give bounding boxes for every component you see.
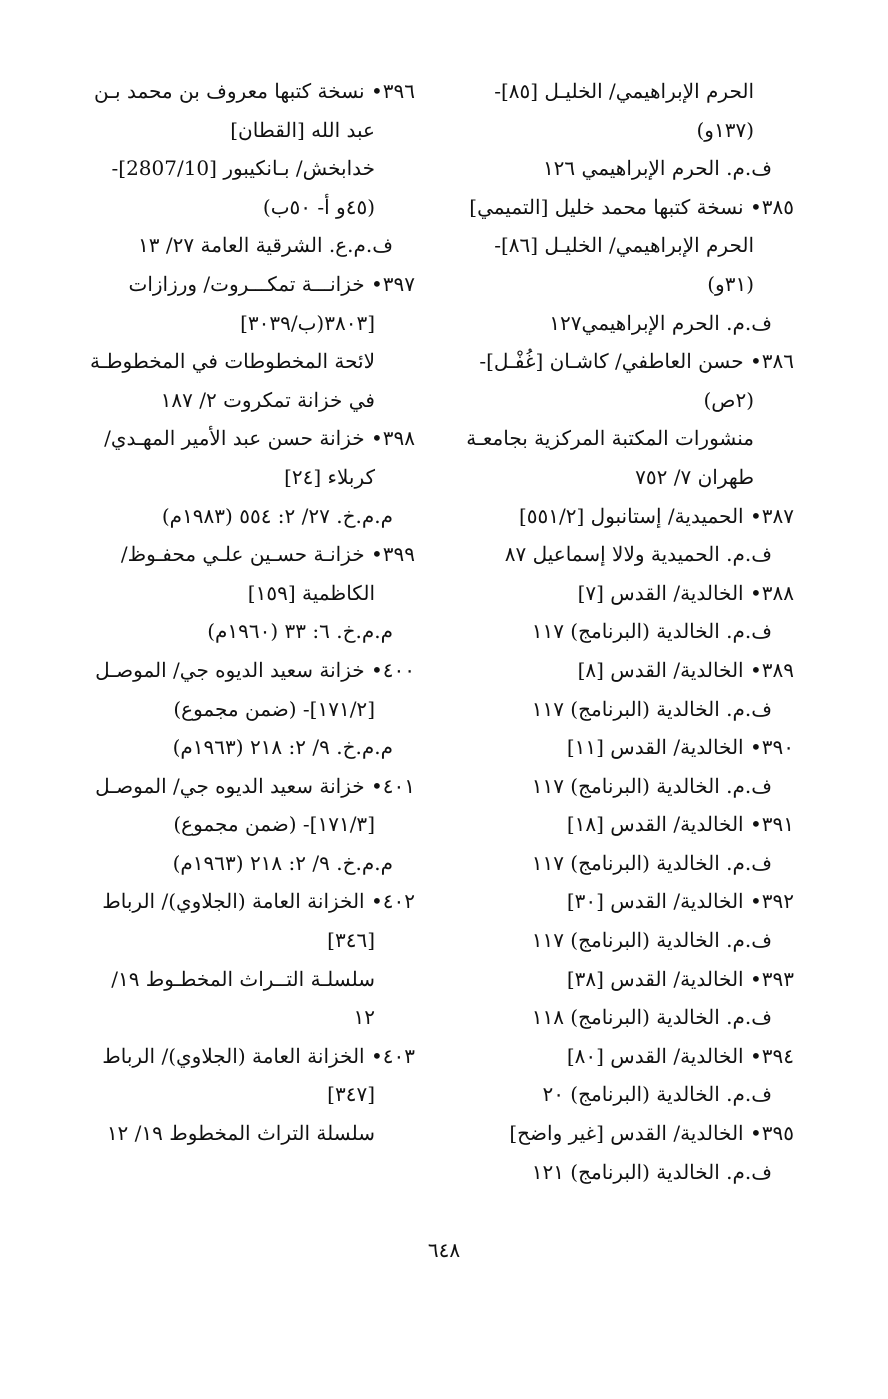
- catalog-entry: ٣٩٧• خزانـــة تمكـــروت/ ورزازات: [128, 271, 415, 296]
- catalog-entry: ٤٠٣• الخزانة العامة (الجلاوي)/ الرباط: [102, 1043, 415, 1068]
- line: (١٣٧و): [696, 117, 754, 142]
- line: [١٧١/٣]- (ضمن مجموع): [173, 812, 375, 837]
- catalog-entry: ٣٩٤• الخالدية/ القدس [٨٠]: [566, 1043, 794, 1068]
- line: (٤٥و أ- ٥٠ب): [262, 194, 375, 219]
- catalog-entry: ٣٨٧• الحميدية/ إستانبول [٥٥١/٢]: [518, 503, 794, 528]
- line: ف.م. الخالدية (البرنامج) ١٢١: [531, 1159, 772, 1184]
- catalog-entry: ٣٩٦• نسخة كتبها معروف بن محمد بـن: [93, 79, 415, 103]
- line: ف.م. الخالدية (البرنامج) ١١٧: [531, 619, 772, 644]
- line: ف.م. الخالدية (البرنامج) ١١٧: [531, 928, 772, 953]
- line: طهران ٧/ ٧٥٢: [635, 464, 754, 489]
- line: سلسلـة التــراث المخطـوط ١٩/: [111, 966, 375, 991]
- line: م.م.خ. ٩/ ٢: ٢١٨ (١٩٦٣م): [172, 850, 393, 875]
- line: في خزانة تمكروت ٢/ ١٨٧: [160, 387, 375, 412]
- line: ف.م. الحميدية ولالا إسماعيل ٨٧: [504, 542, 772, 567]
- line: خدابخش/ بـانكيبور [2807/10]-: [111, 156, 375, 181]
- line: لائحة المخطوطات في المخطوطـة: [90, 349, 375, 374]
- line: الكاظمية [١٥٩]: [247, 580, 375, 605]
- line: ف.م. الخالدية (البرنامج) ١١٧: [531, 850, 772, 875]
- right-column: [464, 72, 794, 1191]
- line: عبد الله [القطان]: [230, 117, 375, 142]
- catalog-entry: ٣٩٠• الخالدية/ القدس [١١]: [566, 735, 794, 760]
- catalog-entry: ٣٩٨• خزانة حسن عبد الأمير المهـدي/: [104, 426, 415, 451]
- line: كربلاء [٢٤]: [284, 464, 375, 489]
- line: [٣٤٦]: [327, 928, 375, 953]
- line: ف.م.ع. الشرقية العامة ٢٧/ ١٣: [138, 233, 393, 258]
- line: ف.م. الخالدية (البرنامج) ٢٠: [542, 1082, 772, 1107]
- line: م.م.خ. ٦: ٣٣ (١٩٦٠م): [207, 619, 393, 644]
- left-column: [70, 72, 415, 1153]
- catalog-entry: ٤٠٢• الخزانة العامة (الجلاوي)/ الرباط: [102, 889, 415, 914]
- catalog-entry: ٣٩٩• خزانـة حسـين علـي محفـوظ/: [120, 542, 415, 567]
- line: [١٧١/٢]- (ضمن مجموع): [173, 696, 375, 721]
- catalog-entry: ٣٩٣• الخالدية/ القدس [٣٨]: [566, 966, 794, 991]
- line: (٣١و): [707, 271, 754, 296]
- catalog-entry: ٣٨٨• الخالدية/ القدس [٧]: [577, 580, 794, 605]
- line: ف.م. الحرم الإبراهيمي ١٢٦: [542, 156, 772, 181]
- page-number: ٦٤٨: [427, 1238, 461, 1262]
- line: [٣٨٠٣(ب/٣٠٣٩]: [240, 310, 375, 335]
- line: ف.م. الخالدية (البرنامج) ١١٧: [531, 696, 772, 721]
- line: م.م.خ. ٢٧/ ٢: ٥٥٤ (١٩٨٣م): [161, 503, 393, 528]
- catalog-entry: ٣٩٥• الخالدية/ القدس [غير واضح]: [509, 1121, 794, 1146]
- line: (٢ص): [703, 387, 754, 412]
- line: ف.م. الحرم الإبراهيمي١٢٧: [549, 310, 772, 335]
- catalog-entry: ٣٨٩• الخالدية/ القدس [٨]: [577, 657, 794, 682]
- line: سلسلة التراث المخطوط ١٩/ ١٢: [106, 1121, 375, 1146]
- line: ف.م. الخالدية (البرنامج) ١١٨: [531, 1005, 772, 1030]
- catalog-entry: ٤٠١• خزانة سعيد الديوه جي/ الموصـل: [95, 773, 415, 798]
- line: م.م.خ. ٩/ ٢: ٢١٨ (١٩٦٣م): [172, 735, 393, 760]
- line: الحرم الإبراهيمي/ الخليـل [٨٥]-: [494, 79, 754, 103]
- line: منشورات المكتبة المركزية بجامعـة: [466, 426, 754, 451]
- catalog-entry: ٣٩١• الخالدية/ القدس [١٨]: [566, 812, 794, 837]
- catalog-entry: ٣٨٥• نسخة كتبها محمد خليل [التميمي]: [469, 194, 794, 219]
- line: ف.م. الخالدية (البرنامج) ١١٧: [531, 773, 772, 798]
- line: [٣٤٧]: [327, 1082, 375, 1107]
- catalog-entry: ٣٨٦• حسن العاطفي/ كاشـان [غُفْـل]-: [479, 349, 794, 374]
- catalog-entry: ٤٠٠• خزانة سعيد الديوه جي/ الموصـل: [95, 657, 415, 682]
- catalog-entry: ٣٩٢• الخالدية/ القدس [٣٠]: [566, 889, 794, 914]
- line: الحرم الإبراهيمي/ الخليـل [٨٦]-: [494, 233, 754, 258]
- line: ١٢: [353, 1005, 375, 1030]
